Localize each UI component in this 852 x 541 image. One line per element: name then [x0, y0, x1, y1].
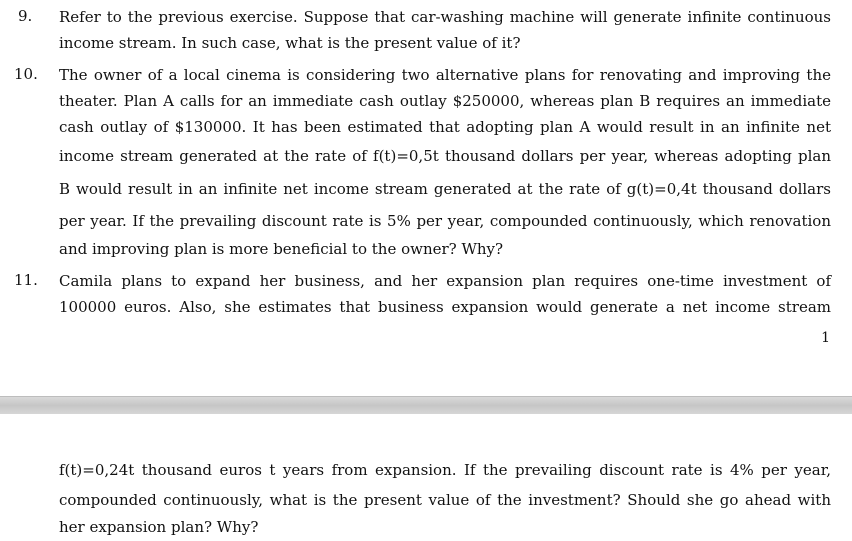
exercise-number: 9.: [18, 7, 33, 25]
exercise-text: [59, 62, 831, 262]
text-line: cash outlay of $130000. It has been estimated that adopting plan A would result in an infinite net: [59, 118, 831, 136]
exercise-text: [59, 268, 831, 320]
page-separator: [0, 396, 852, 415]
text-line: income stream. In such case, what is the present value of it?: [59, 34, 521, 52]
page-2: [0, 414, 852, 541]
text-line: income stream generated at the rate of f(t)=0,5t thousand dollars per year, whereas adopting plan: [59, 147, 831, 165]
exercise-text: [59, 4, 831, 56]
text-line: theater. Plan A calls for an immediate cash outlay $250000, whereas plan B requires an immediate: [59, 92, 831, 110]
text-line: compounded continuously, what is the present value of the investment? Should she go ahead with: [59, 491, 831, 509]
text-line: Refer to the previous exercise. Suppose that car-washing machine will generate infinite continuous: [59, 8, 831, 26]
text-line: The owner of a local cinema is considering two alternative plans for renovating and improving the: [59, 66, 831, 84]
exercise-number: 11.: [14, 271, 38, 289]
exercise-number: 10.: [14, 65, 38, 83]
text-line: f(t)=0,24t thousand euros t years from expansion. If the prevailing discount rate is 4% per year,: [59, 461, 831, 479]
text-line: 100000 euros. Also, she estimates that business expansion would generate a net income stream: [59, 298, 831, 316]
exercise-text: [59, 454, 831, 540]
text-line: B would result in an infinite net income stream generated at the rate of g(t)=0,4t thousand dollars: [59, 180, 831, 198]
text-line: per year. If the prevailing discount rate is 5% per year, compounded continuously, which renovation: [59, 212, 831, 230]
text-line: her expansion plan? Why?: [59, 518, 259, 536]
text-line: Camila plans to expand her business, and her expansion plan requires one-time investment of: [59, 272, 831, 290]
page-number: 1: [821, 330, 830, 346]
text-line: and improving plan is more beneficial to the owner? Why?: [59, 240, 504, 258]
